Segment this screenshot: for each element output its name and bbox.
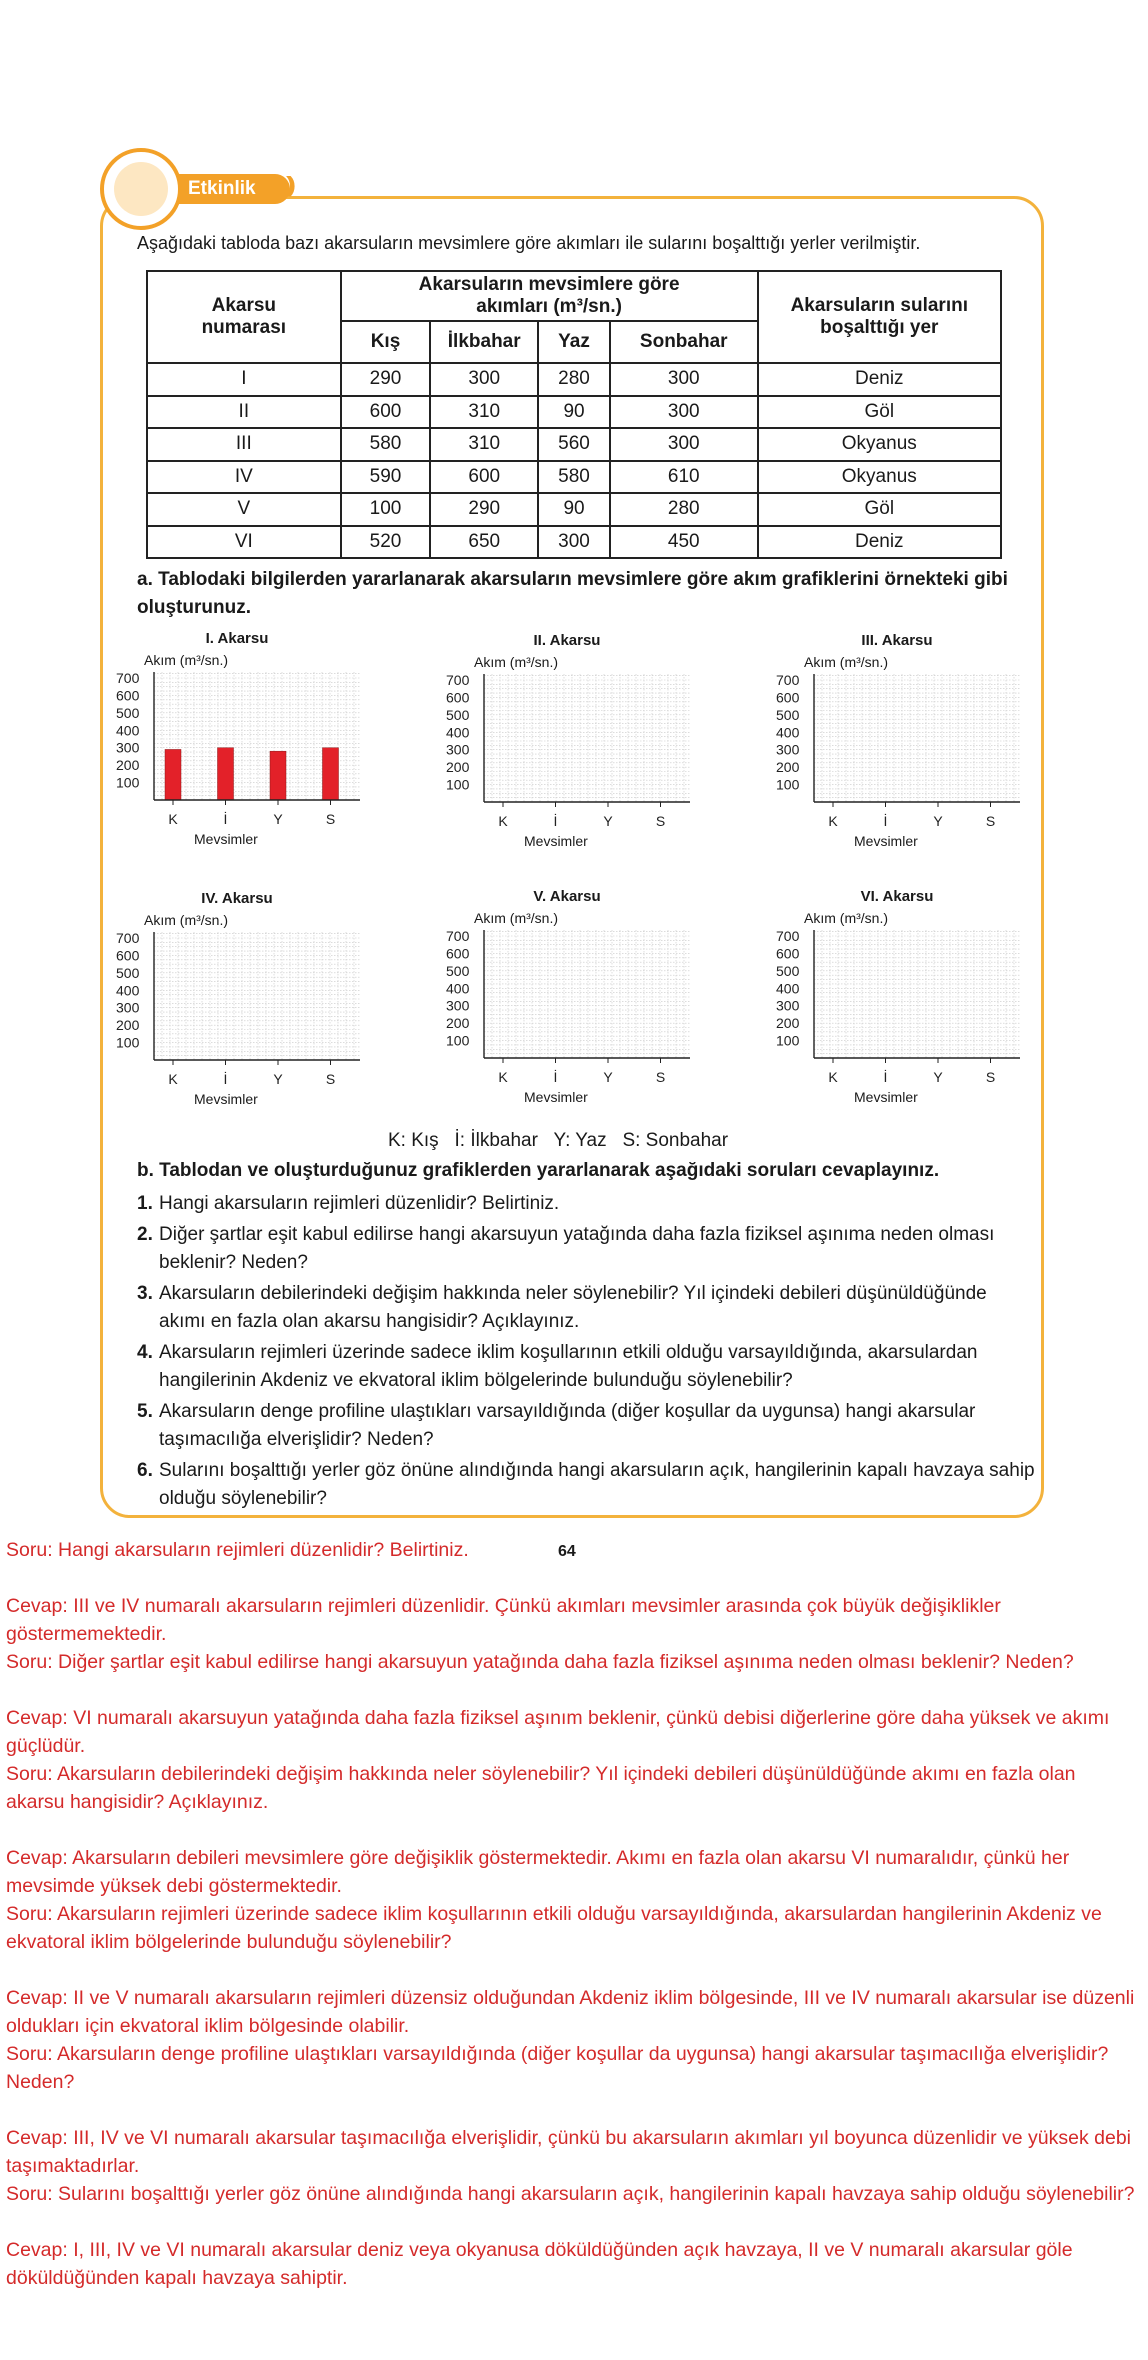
x-tick-label: S bbox=[985, 813, 996, 829]
question-item: 4. Akarsuların rejimleri üzerinde sadece iklim koşullarının etkili olduğu varsayıldığında, akarsulardan hangilerinin Akdeniz ve ekvatoral iklim bölgelerinde bulunduğu söylenebilir? bbox=[137, 1342, 978, 1391]
y-tick-label: 300 bbox=[446, 997, 470, 1014]
y-tick-label: 100 bbox=[776, 1032, 800, 1049]
y-tick-label: 400 bbox=[776, 724, 800, 741]
y-tick-label: 200 bbox=[446, 759, 470, 776]
y-tick-label: 200 bbox=[116, 1017, 140, 1034]
y-axis-label: Akım (m³/sn.) bbox=[804, 654, 888, 670]
chart-river-2 bbox=[442, 632, 692, 862]
x-tick-label: K bbox=[498, 813, 508, 829]
y-tick-label: 100 bbox=[446, 1032, 470, 1049]
y-tick-label: 700 bbox=[446, 928, 470, 944]
y-axis-label: Akım (m³/sn.) bbox=[144, 652, 228, 668]
chart-title: IV. Akarsu bbox=[201, 890, 273, 907]
y-tick-label: 600 bbox=[776, 689, 800, 706]
x-tick-label: Y bbox=[603, 1069, 613, 1085]
y-tick-label: 700 bbox=[776, 928, 800, 944]
chart-title: III. Akarsu bbox=[861, 632, 933, 649]
river-flow-table bbox=[146, 270, 1002, 559]
y-tick-label: 100 bbox=[446, 776, 470, 793]
chart-river-4 bbox=[112, 890, 362, 1120]
y-axis-label: Akım (m³/sn.) bbox=[474, 654, 558, 670]
y-tick-label: 300 bbox=[776, 741, 800, 758]
y-tick-label: 500 bbox=[116, 704, 140, 721]
table-row: III 580 310 560 300 Okyanus bbox=[147, 428, 1001, 461]
part-a-letter: a. bbox=[137, 569, 153, 590]
y-tick-label: 200 bbox=[776, 759, 800, 776]
x-axis-label: Mevsimler bbox=[854, 1089, 918, 1105]
answer-question: Soru: Akarsuların rejimleri üzerinde sadece iklim koşullarının etkili olduğu varsayıldığında, akarsulardan hangilerinin Akdeniz ve ekvatoral iklim bölgelerinde bulunduğu söylenebilir? bbox=[6, 1903, 1102, 1953]
x-tick-label: İ bbox=[883, 1069, 888, 1085]
col-season: Kış bbox=[341, 321, 431, 363]
question-list bbox=[137, 1190, 1037, 1516]
x-axis-label: Mevsimler bbox=[194, 1091, 258, 1107]
y-tick-label: 400 bbox=[446, 980, 470, 997]
y-tick-label: 300 bbox=[116, 739, 140, 756]
page-number: 64 bbox=[558, 1543, 576, 1560]
bar bbox=[218, 748, 234, 800]
col-season: İlkbahar bbox=[430, 321, 538, 363]
answer-question: Soru: Diğer şartlar eşit kabul edilirse hangi akarsuyun yatağında daha fazla fiziksel aşınıma neden olması beklenir? Neden? bbox=[6, 1651, 1074, 1673]
table-row: I 290 300 280 300 Deniz bbox=[147, 363, 1001, 396]
y-tick-label: 100 bbox=[776, 776, 800, 793]
x-tick-label: K bbox=[168, 1071, 178, 1087]
chart-plot bbox=[442, 926, 692, 1088]
x-tick-label: K bbox=[168, 811, 178, 827]
chart-plot bbox=[442, 670, 692, 832]
chart-river-3 bbox=[772, 632, 1022, 862]
y-tick-label: 100 bbox=[116, 1034, 140, 1051]
season-legend: K: Kış İ: İlkbahar Y: Yaz S: Sonbahar bbox=[388, 1130, 729, 1151]
x-tick-label: Y bbox=[933, 813, 943, 829]
answer-text: Cevap: II ve V numaralı akarsuların rejimleri düzensiz olduğundan Akdeniz iklim bölgesinde, III ve IV numaralı akarsular ise düzenli oldukları için ekvatoral iklim bölgesinde olabilir. bbox=[6, 1987, 1135, 2037]
answer-question: Soru: Akarsuların debilerindeki değişim hakkında neler söylenebilir? Yıl içindeki debileri düşünüldüğünde akımı en fazla olan akarsu hangisidir? Açıklayınız. bbox=[6, 1763, 1076, 1813]
x-tick-label: İ bbox=[223, 811, 228, 827]
table-row: IV 590 600 580 610 Okyanus bbox=[147, 461, 1001, 494]
y-tick-label: 600 bbox=[446, 689, 470, 706]
x-tick-label: İ bbox=[553, 813, 558, 829]
y-tick-label: 700 bbox=[446, 672, 470, 688]
x-tick-label: İ bbox=[883, 813, 888, 829]
chart-river-1 bbox=[112, 630, 362, 860]
bar bbox=[270, 751, 286, 800]
part-b-heading: b. Tablodan ve oluşturduğunuz grafiklerden yararlanarak aşağıdaki soruları cevaplayınız. bbox=[137, 1160, 940, 1181]
x-tick-label: Y bbox=[273, 1071, 283, 1087]
answer-question: Soru: Akarsuların denge profiline ulaştıkları varsayıldığında (diğer koşullar da uygunsa) hangi akarsular taşımacılığa elverişlidir? Neden? bbox=[6, 2043, 1109, 2093]
y-tick-label: 400 bbox=[446, 724, 470, 741]
x-tick-label: Y bbox=[603, 813, 613, 829]
x-tick-label: K bbox=[828, 813, 838, 829]
intro-text: Aşağıdaki tabloda bazı akarsuların mevsimlere göre akımları ile sularını boşalttığı yerler verilmiştir. bbox=[137, 233, 921, 253]
table-row: VI 520 650 300 450 Deniz bbox=[147, 526, 1001, 559]
x-axis-label: Mevsimler bbox=[194, 831, 258, 847]
chart-title: VI. Akarsu bbox=[860, 888, 934, 905]
y-tick-label: 600 bbox=[776, 945, 800, 962]
y-tick-label: 700 bbox=[116, 930, 140, 946]
question-item: 5. Akarsuların denge profiline ulaştıkları varsayıldığında (diğer koşullar da uygunsa) hangi akarsular taşımacılığa elverişlidir? Neden? bbox=[137, 1401, 976, 1450]
activity-icon bbox=[100, 148, 182, 230]
chart-river-5 bbox=[442, 888, 692, 1118]
x-axis-label: Mevsimler bbox=[524, 833, 588, 849]
x-axis-label: Mevsimler bbox=[854, 833, 918, 849]
y-tick-label: 700 bbox=[776, 672, 800, 688]
y-tick-label: 400 bbox=[776, 980, 800, 997]
answer-text: Cevap: III, IV ve VI numaralı akarsular taşımacılığa elverişlidir, çünkü bu akarsuların akımları yıl boyunca düzenlidir ve yüksek debi taşımaktadırlar. bbox=[6, 2127, 1132, 2177]
part-a-instruction bbox=[137, 566, 1037, 622]
y-tick-label: 500 bbox=[446, 962, 470, 979]
x-axis-label: Mevsimler bbox=[524, 1089, 588, 1105]
y-tick-label: 300 bbox=[116, 999, 140, 1016]
x-tick-label: S bbox=[655, 813, 666, 829]
y-tick-label: 200 bbox=[776, 1015, 800, 1032]
y-tick-label: 200 bbox=[446, 1015, 470, 1032]
y-axis-label: Akım (m³/sn.) bbox=[474, 910, 558, 926]
y-tick-label: 500 bbox=[776, 962, 800, 979]
y-axis-label: Akım (m³/sn.) bbox=[144, 912, 228, 928]
activity-decoration-icon: ))) bbox=[286, 172, 290, 197]
y-tick-label: 700 bbox=[116, 670, 140, 686]
answer-text: Cevap: III ve IV numaralı akarsuların rejimleri düzenlidir. Çünkü akımları mevsimler arasında çok büyük değişiklikler göstermemektedir. bbox=[6, 1595, 1001, 1645]
question-item: 3. Akarsuların debilerindeki değişim hakkında neler söylenebilir? Yıl içindeki debileri düşünüldüğünde akımı en fazla olan akarsu hangisidir? Açıklayınız. bbox=[137, 1283, 987, 1332]
question-item: 1. Hangi akarsuların rejimleri düzenlidir? Belirtiniz. bbox=[137, 1193, 560, 1214]
chart-river-6 bbox=[772, 888, 1022, 1118]
chart-plot bbox=[772, 670, 1022, 832]
col-flow: Akarsuların mevsimlere göre akımları (m³/sn.) bbox=[341, 271, 758, 321]
table-row: V 100 290 90 280 Göl bbox=[147, 493, 1001, 526]
chart-plot bbox=[772, 926, 1022, 1088]
y-tick-label: 600 bbox=[116, 687, 140, 704]
x-tick-label: Y bbox=[933, 1069, 943, 1085]
y-tick-label: 500 bbox=[116, 964, 140, 981]
x-tick-label: S bbox=[325, 1071, 336, 1087]
answer-question: Soru: Hangi akarsuların rejimleri düzenlidir? Belirtiniz. bbox=[6, 1539, 469, 1561]
x-tick-label: K bbox=[498, 1069, 508, 1085]
chart-plot bbox=[112, 668, 362, 830]
x-tick-label: İ bbox=[223, 1071, 228, 1087]
chart-plot bbox=[112, 928, 362, 1090]
y-tick-label: 300 bbox=[776, 997, 800, 1014]
chart-title: V. Akarsu bbox=[533, 888, 601, 905]
y-tick-label: 200 bbox=[116, 757, 140, 774]
bar bbox=[165, 749, 181, 800]
y-tick-label: 100 bbox=[116, 774, 140, 791]
x-tick-label: S bbox=[325, 811, 336, 827]
answer-text: Cevap: I, III, IV ve VI numaralı akarsular deniz veya okyanusa döküldüğünden açık havzaya, II ve V numaralı akarsular göle döküldüğünden kapalı havzaya sahiptir. bbox=[6, 2239, 1073, 2289]
col-river-number: Akarsu numarası bbox=[147, 271, 341, 363]
answers-section bbox=[6, 1536, 1136, 2292]
y-tick-label: 300 bbox=[446, 741, 470, 758]
chart-title: II. Akarsu bbox=[533, 632, 601, 649]
table-row: II 600 310 90 300 Göl bbox=[147, 396, 1001, 429]
x-tick-label: S bbox=[655, 1069, 666, 1085]
x-tick-label: Y bbox=[273, 811, 283, 827]
y-tick-label: 400 bbox=[116, 722, 140, 739]
part-a-text: Tablodaki bilgilerden yararlanarak akarsuların mevsimlere göre akım grafiklerini örnekteki gibi oluşturunuz. bbox=[137, 569, 1008, 618]
y-tick-label: 600 bbox=[446, 945, 470, 962]
y-tick-label: 400 bbox=[116, 982, 140, 999]
y-axis-label: Akım (m³/sn.) bbox=[804, 910, 888, 926]
answer-text: Cevap: VI numaralı akarsuyun yatağında daha fazla fiziksel aşınım beklenir, çünkü debisi diğerlerine göre daha yüksek ve akımı güçlüdür. bbox=[6, 1707, 1110, 1757]
question-item: 2. Diğer şartlar eşit kabul edilirse hangi akarsuyun yatağında daha fazla fiziksel aşınıma neden olması beklenir? Neden? bbox=[137, 1224, 995, 1273]
chart-title: I. Akarsu bbox=[205, 630, 269, 647]
col-season: Sonbahar bbox=[610, 321, 758, 363]
col-outlet: Akarsuların sularını boşalttığı yer bbox=[758, 271, 1001, 363]
x-tick-label: K bbox=[828, 1069, 838, 1085]
answer-text: Cevap: Akarsuların debileri mevsimlere göre değişiklik göstermektedir. Akımı en fazla olan akarsu VI numaralıdır, çünkü her mevsimde yüksek debi göstermektedir. bbox=[6, 1847, 1070, 1897]
col-season: Yaz bbox=[538, 321, 610, 363]
activity-label: Etkinlik bbox=[178, 174, 290, 204]
x-tick-label: İ bbox=[553, 1069, 558, 1085]
answer-question: Soru: Sularını boşalttığı yerler göz önüne alındığında hangi akarsuların açık, hangilerinin kapalı havzaya sahip olduğu söylenebilir? bbox=[6, 2183, 1135, 2205]
y-tick-label: 500 bbox=[776, 706, 800, 723]
bar bbox=[323, 748, 339, 800]
y-tick-label: 500 bbox=[446, 706, 470, 723]
y-tick-label: 600 bbox=[116, 947, 140, 964]
x-tick-label: S bbox=[985, 1069, 996, 1085]
question-item: 6. Sularını boşalttığı yerler göz önüne alındığında hangi akarsuların açık, hangilerinin kapalı havzaya sahip olduğu söylenebilir? bbox=[137, 1460, 1035, 1509]
